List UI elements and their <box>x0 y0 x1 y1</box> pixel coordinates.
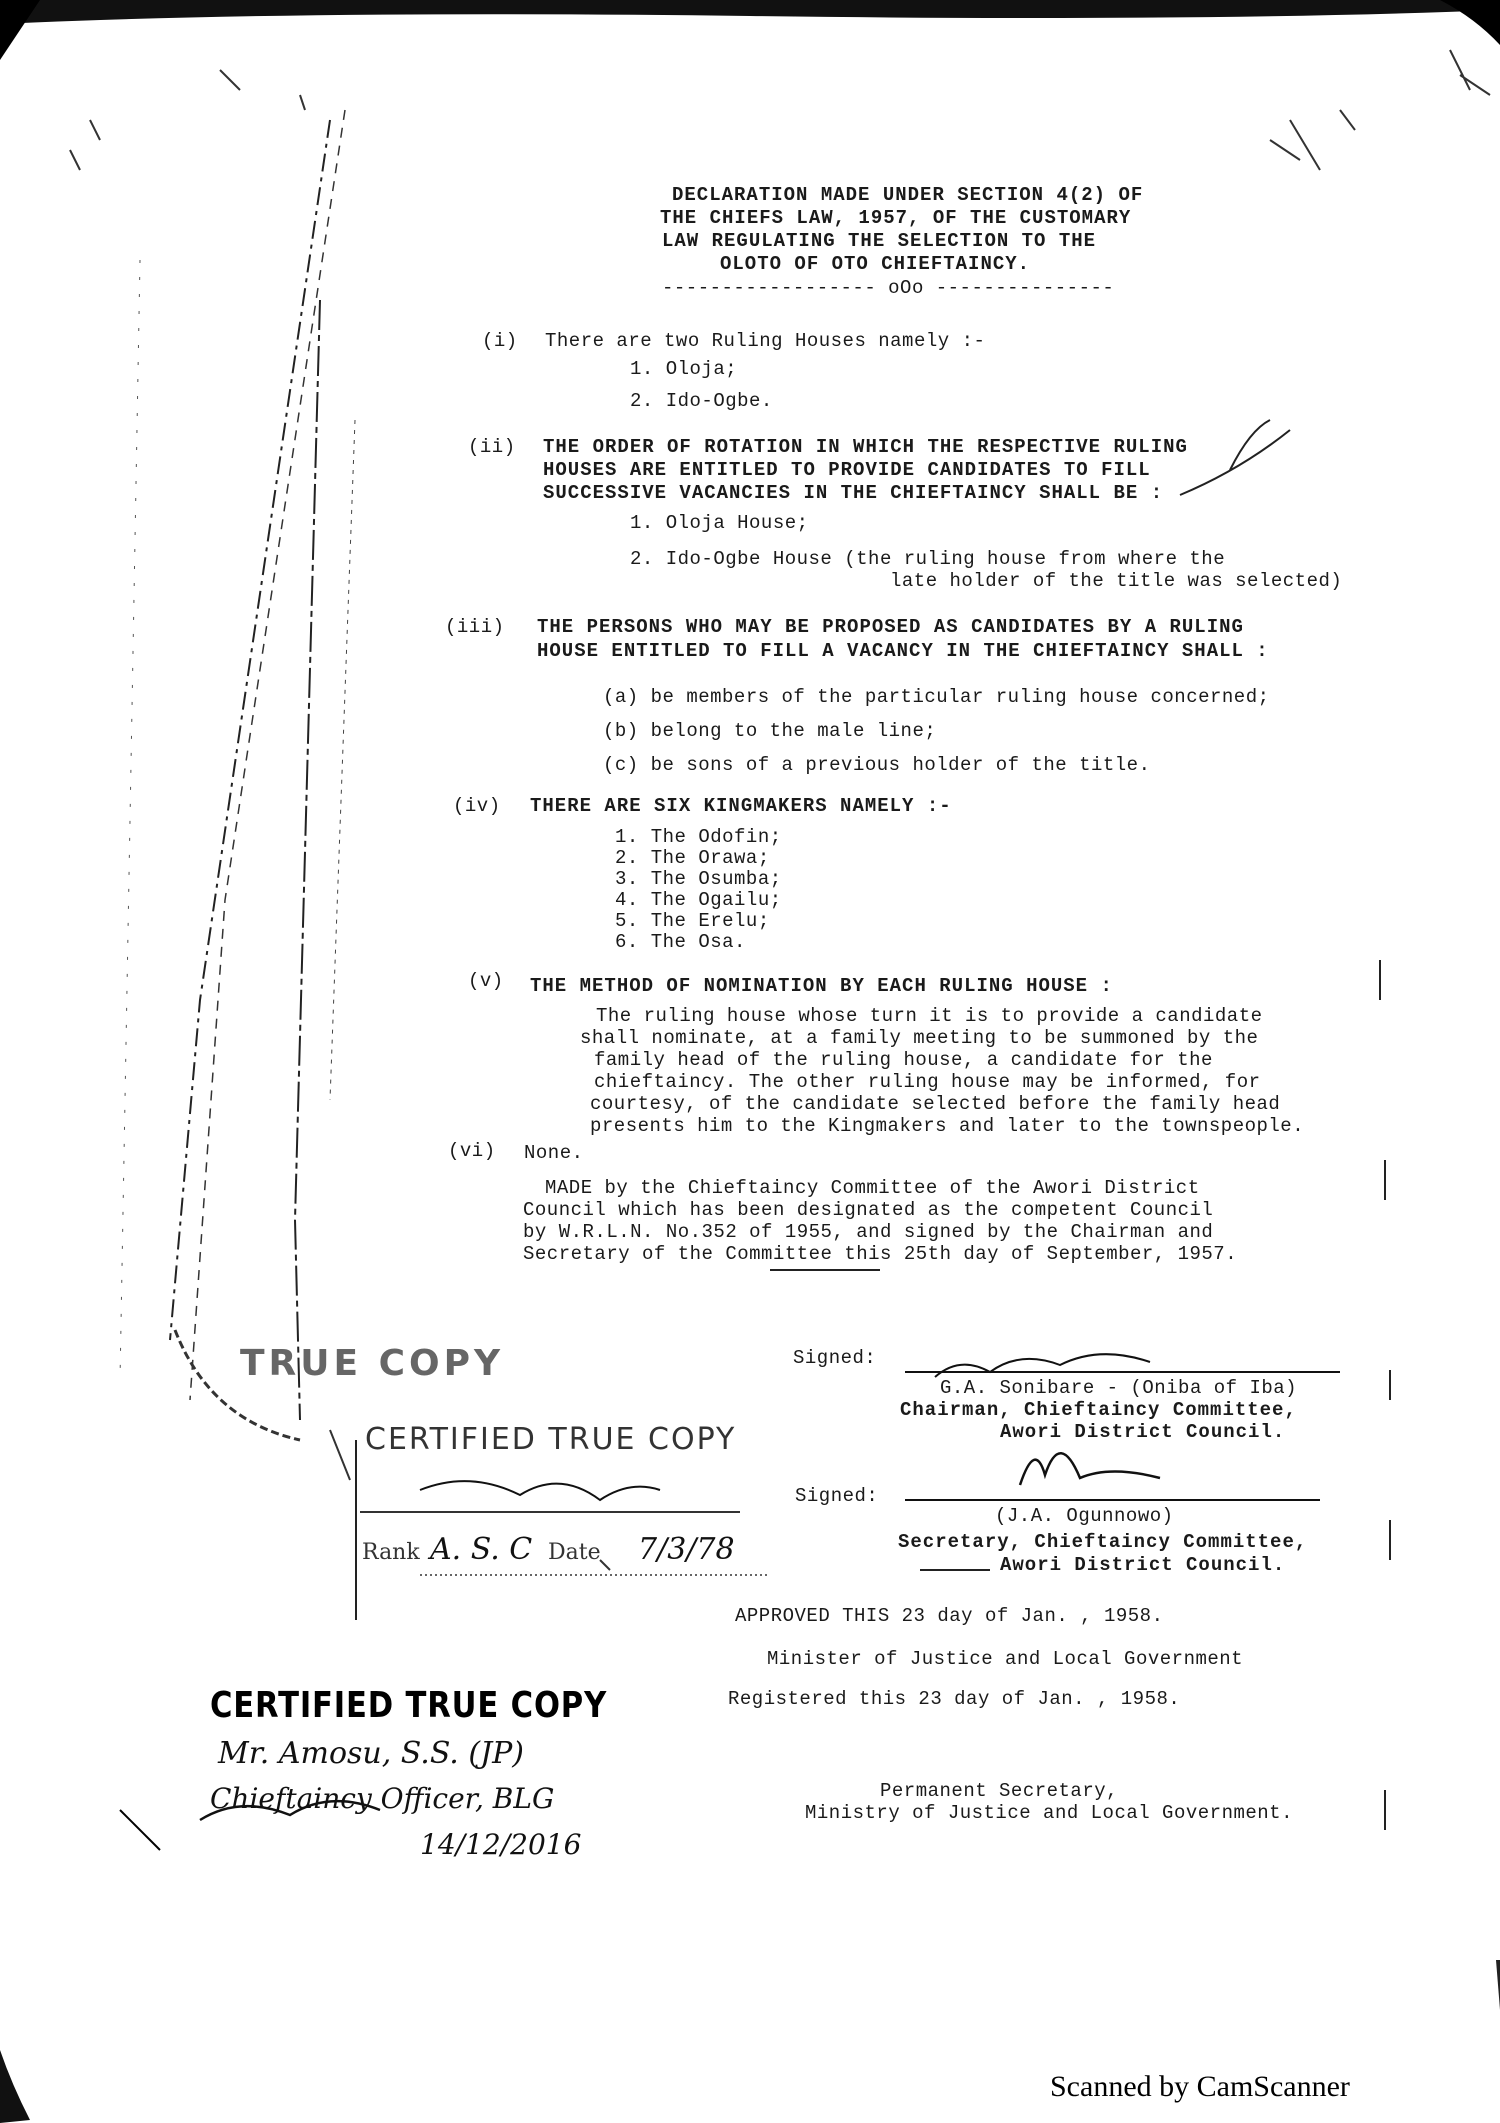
list-item: 1. Oloja House; <box>630 512 809 534</box>
permanent-secretary-line: Permanent Secretary, <box>880 1780 1119 1802</box>
title-separator: ------------------ oOo --------------- <box>662 277 1115 299</box>
list-item: 1. Oloja; <box>630 358 738 380</box>
faded-true-copy-stamp: TRUE COPY <box>240 1343 505 1384</box>
list-item: 1. The Odofin; <box>615 826 782 848</box>
section-heading-line: SUCCESSIVE VACANCIES IN THE CHIEFTAINCY SHALL BE : <box>543 482 1164 504</box>
rank-label: Rank <box>362 1540 420 1565</box>
section-heading-line: HOUSE ENTITLED TO FILL A VACANCY IN THE CHIEFTAINCY SHALL : <box>537 640 1269 662</box>
title-line-1: DECLARATION MADE UNDER SECTION 4(2) OF <box>672 184 1144 206</box>
ministry-line: Ministry of Justice and Local Government. <box>805 1802 1293 1824</box>
date-label: Date <box>548 1540 601 1565</box>
signatory-name: G.A. Sonibare - (Oniba of Iba) <box>940 1377 1298 1399</box>
title-line-3: LAW REGULATING THE SELECTION TO THE <box>662 230 1097 252</box>
list-item: (c) be sons of a previous holder of the title. <box>603 754 1151 776</box>
rank-value: A. S. C <box>430 1532 533 1567</box>
section-number: (iv) <box>453 795 501 817</box>
paragraph-line: shall nominate, at a family meeting to be summoned by the <box>580 1027 1259 1049</box>
paragraph-line: courtesy, of the candidate selected before the family head <box>590 1093 1281 1115</box>
signatory-role: Secretary, Chieftaincy Committee, <box>898 1531 1308 1553</box>
paragraph-line: presents him to the Kingmakers and later to the townspeople. <box>590 1115 1305 1137</box>
section-number: (v) <box>468 970 504 992</box>
camscanner-watermark: Scanned by CamScanner <box>1050 2070 1350 2103</box>
list-item: (a) be members of the particular ruling house concerned; <box>603 686 1270 708</box>
paragraph-line: chieftaincy. The other ruling house may be informed, for <box>594 1071 1261 1093</box>
list-item: 4. The Ogailu; <box>615 889 782 911</box>
section-number: (vi) <box>448 1140 496 1162</box>
signed-label: Signed: <box>795 1485 879 1507</box>
list-item: 6. The Osa. <box>615 931 746 953</box>
signatory-org: Awori District Council. <box>1000 1421 1286 1443</box>
date-value: 7/3/78 <box>638 1532 735 1567</box>
section-heading: None. <box>524 1142 584 1164</box>
title-line-2: THE CHIEFS LAW, 1957, OF THE CUSTOMARY <box>660 207 1132 229</box>
officer-name: Mr. Amosu, S.S. (JP) <box>218 1736 524 1771</box>
list-item: 3. The Osumba; <box>615 868 782 890</box>
minister-line: Minister of Justice and Local Government <box>767 1648 1244 1670</box>
list-item: (b) belong to the male line; <box>603 720 937 742</box>
list-item-continuation: late holder of the title was selected) <box>890 570 1343 592</box>
approved-line: APPROVED THIS 23 day of Jan. , 1958. <box>735 1605 1164 1627</box>
section-number: (i) <box>482 330 518 352</box>
list-item: 2. Ido-Ogbe. <box>630 390 773 412</box>
paragraph-line: by W.R.L.N. No.352 of 1955, and signed by the Chairman and <box>523 1221 1214 1243</box>
certified-true-copy-stamp-2: CERTIFIED TRUE COPY <box>210 1685 608 1726</box>
list-item: 2. Ido-Ogbe House (the ruling house from where the <box>630 548 1226 570</box>
section-heading-line: THE ORDER OF ROTATION IN WHICH THE RESPECTIVE RULING <box>543 436 1188 458</box>
title-line-4: OLOTO OF OTO CHIEFTAINCY. <box>720 253 1031 275</box>
paragraph-line: MADE by the Chieftaincy Committee of the Awori District <box>545 1177 1200 1199</box>
list-item: 5. The Erelu; <box>615 910 770 932</box>
signed-label: Signed: <box>793 1347 877 1369</box>
section-heading: There are two Ruling Houses namely :- <box>545 330 986 352</box>
list-item: 2. The Orawa; <box>615 847 770 869</box>
officer-title: Chieftaincy Officer, BLG <box>210 1782 555 1815</box>
signatory-role: Chairman, Chieftaincy Committee, <box>900 1399 1297 1421</box>
officer-date: 14/12/2016 <box>420 1828 582 1861</box>
section-number: (ii) <box>468 436 516 458</box>
section-heading-line: HOUSES ARE ENTITLED TO PROVIDE CANDIDATES TO FILL <box>543 459 1151 481</box>
section-heading: THE METHOD OF NOMINATION BY EACH RULING HOUSE : <box>530 975 1113 997</box>
section-number: (iii) <box>445 616 505 638</box>
certified-true-copy-stamp: CERTIFIED TRUE COPY <box>365 1422 737 1457</box>
section-heading: THERE ARE SIX KINGMAKERS NAMELY :- <box>530 795 952 817</box>
paragraph-line: The ruling house whose turn it is to provide a candidate <box>596 1005 1263 1027</box>
signatory-org: Awori District Council. <box>1000 1554 1286 1576</box>
paragraph-line: Secretary of the Committee this 25th day of September, 1957. <box>523 1243 1238 1265</box>
section-heading-line: THE PERSONS WHO MAY BE PROPOSED AS CANDIDATES BY A RULING <box>537 616 1244 638</box>
paragraph-line: family head of the ruling house, a candidate for the <box>594 1049 1213 1071</box>
registered-line: Registered this 23 day of Jan. , 1958. <box>728 1688 1181 1710</box>
signatory-name: (J.A. Ogunnowo) <box>995 1505 1174 1527</box>
paragraph-line: Council which has been designated as the competent Council <box>523 1199 1214 1221</box>
